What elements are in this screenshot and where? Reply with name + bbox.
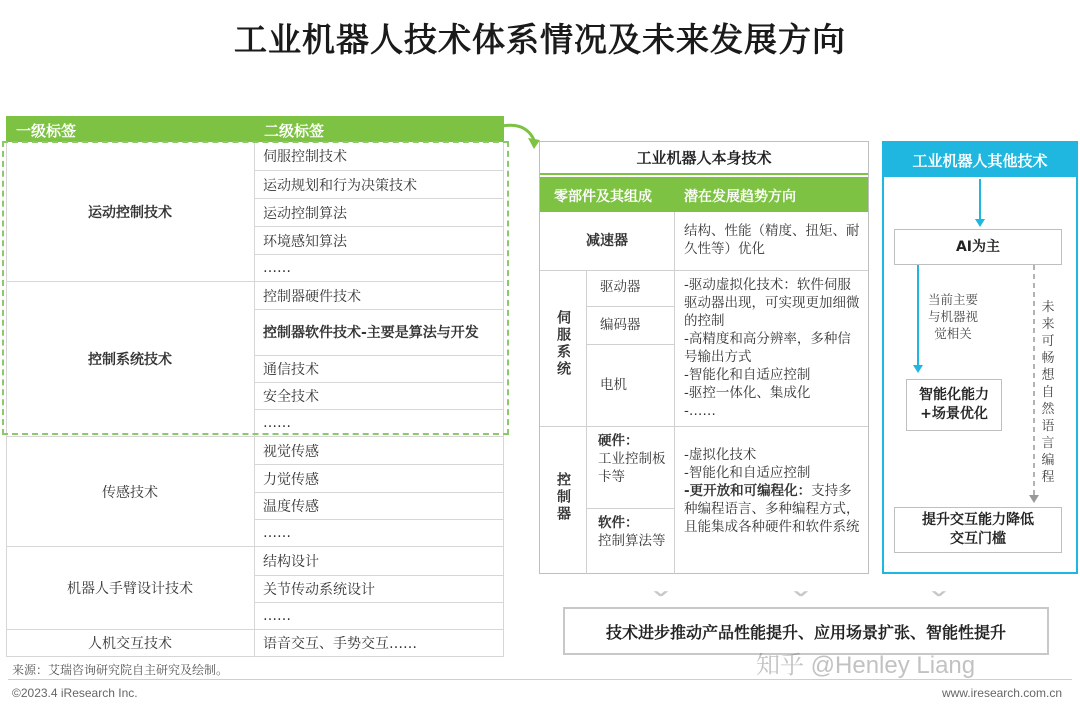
note-future: 未来可畅想自然语言编程 bbox=[1041, 300, 1055, 485]
interaction-box: 提升交互能力降低交互门槛 bbox=[894, 507, 1062, 553]
level2-item: 伺服控制技术 bbox=[254, 142, 504, 170]
reducer-trend: 结构、性能（精度、扭矩、耐久性等）优化 bbox=[684, 223, 860, 257]
site-url: www.iresearch.com.cn bbox=[941, 686, 1062, 700]
smart-capability-box: 智能化能力+场景优化 bbox=[906, 379, 1002, 431]
level1-label: 人机交互技术 bbox=[88, 636, 172, 652]
servo-trend-item: -驱动虚拟化技术：软件伺服驱动器出现，可实现更加细微的控制 bbox=[684, 277, 860, 329]
level2-item: 力觉传感 bbox=[254, 464, 504, 492]
divider bbox=[540, 270, 868, 271]
summary-box: 技术进步推动产品性能提升、应用场景扩张、智能性提升 bbox=[563, 607, 1049, 655]
header-level2: 二级标签 bbox=[264, 122, 325, 140]
level1-label: 传感技术 bbox=[102, 484, 158, 501]
controller-trend-item: -智能化和自适应控制 bbox=[684, 465, 811, 481]
level2-item: 结构设计 bbox=[254, 547, 504, 575]
divider bbox=[674, 212, 675, 574]
level2-item: …… bbox=[254, 409, 504, 436]
note-current: 当前主要与机器视觉相关 bbox=[928, 292, 979, 341]
core-tech-subheader bbox=[540, 177, 868, 212]
level2-item: 视觉传感 bbox=[254, 437, 504, 464]
controller-software bbox=[598, 514, 672, 550]
controller-trend-bold: -更开放和可编程化： bbox=[684, 483, 812, 499]
controller-trend-list bbox=[684, 446, 864, 536]
servo-trend-list bbox=[684, 276, 864, 420]
level2-item: 安全技术 bbox=[254, 382, 504, 409]
controller-trend-rest: 支持多种编程语言、多种编程方式，且能集成各种硬件和软件系统 bbox=[684, 483, 860, 535]
servo-trend-item: -…… bbox=[684, 403, 716, 419]
level2-item: 运动控制算法 bbox=[254, 198, 504, 226]
level2-item: …… bbox=[254, 519, 504, 546]
servo-part-driver: 驱动器 bbox=[600, 279, 641, 295]
servo-part-encoder: 编码器 bbox=[600, 317, 641, 333]
watermark: 知乎 @Henley Liang bbox=[756, 652, 976, 679]
servo-system-label: 伺服系统 bbox=[555, 310, 571, 378]
source-note: 来源：艾瑞咨询研究院自主研究及绘制。 bbox=[12, 663, 229, 677]
left-table-header bbox=[6, 116, 504, 142]
group-hci bbox=[6, 630, 504, 657]
page-title: 工业机器人技术体系情况及未来发展方向 bbox=[234, 20, 846, 59]
other-tech-panel bbox=[882, 141, 1078, 574]
divider bbox=[586, 426, 587, 574]
controller-label: 控制器 bbox=[555, 472, 571, 523]
level1-label: 机器人手臂设计技术 bbox=[67, 581, 193, 597]
level2-item-highlight: 控制器软件技术-主要是算法与开发 bbox=[254, 309, 504, 355]
divider bbox=[586, 306, 674, 307]
ai-box: AI为主 bbox=[894, 229, 1062, 265]
subheader-components: 零部件及其组成 bbox=[554, 189, 652, 205]
level2-item: …… bbox=[254, 602, 504, 629]
subheader-trends: 潜在发展趋势方向 bbox=[684, 189, 796, 205]
software-desc: 控制算法等 bbox=[598, 533, 666, 549]
group-motion-control bbox=[6, 142, 504, 282]
level2-item: 环境感知算法 bbox=[254, 226, 504, 254]
servo-trend-item: -高精度和高分辨率，多种信号输出方式 bbox=[684, 331, 851, 365]
chevron-down-icon: › bbox=[783, 589, 822, 595]
level1-label: 运动控制技术 bbox=[88, 204, 172, 221]
group-sensing bbox=[6, 437, 504, 547]
chevron-down-icon: › bbox=[643, 589, 682, 595]
level2-item: 控制器硬件技术 bbox=[254, 282, 504, 309]
servo-part-motor: 电机 bbox=[600, 377, 627, 393]
level2-item: 温度传感 bbox=[254, 492, 504, 519]
group-arm-design bbox=[6, 547, 504, 630]
connector-arrow-icon bbox=[498, 118, 544, 152]
header-level1: 一级标签 bbox=[16, 122, 77, 140]
copyright: ©2023.4 iResearch Inc. bbox=[12, 686, 138, 700]
footer-divider bbox=[8, 679, 1072, 680]
divider bbox=[586, 344, 674, 345]
level2-item: 运动规划和行为决策技术 bbox=[254, 170, 504, 198]
hardware-desc: 工业控制板卡等 bbox=[598, 451, 666, 485]
other-tech-title: 工业机器人其他技术 bbox=[884, 143, 1076, 177]
divider bbox=[540, 426, 868, 427]
servo-trend-item: -智能化和自适应控制 bbox=[684, 367, 811, 383]
divider bbox=[586, 270, 587, 426]
hardware-title: 硬件： bbox=[598, 433, 639, 449]
software-title: 软件： bbox=[598, 515, 639, 531]
chevron-down-icon: › bbox=[921, 589, 960, 595]
controller-trend-item bbox=[684, 482, 864, 536]
level2-item: …… bbox=[254, 254, 504, 281]
group-control-system bbox=[6, 282, 504, 437]
level2-item: 关节传动系统设计 bbox=[254, 575, 504, 602]
core-tech-title: 工业机器人本身技术 bbox=[540, 142, 868, 175]
controller-trend-item: -虚拟化技术 bbox=[684, 447, 757, 463]
level2-item: 语音交互、手势交互…… bbox=[254, 630, 504, 656]
divider bbox=[586, 508, 674, 509]
controller-hardware bbox=[598, 432, 672, 486]
level2-item: 通信技术 bbox=[254, 355, 504, 382]
reducer-label: 减速器 bbox=[586, 233, 628, 249]
core-tech-panel bbox=[539, 141, 869, 574]
servo-trend-item: -驱控一体化、集成化 bbox=[684, 385, 811, 401]
level1-label: 控制系统技术 bbox=[88, 352, 172, 368]
